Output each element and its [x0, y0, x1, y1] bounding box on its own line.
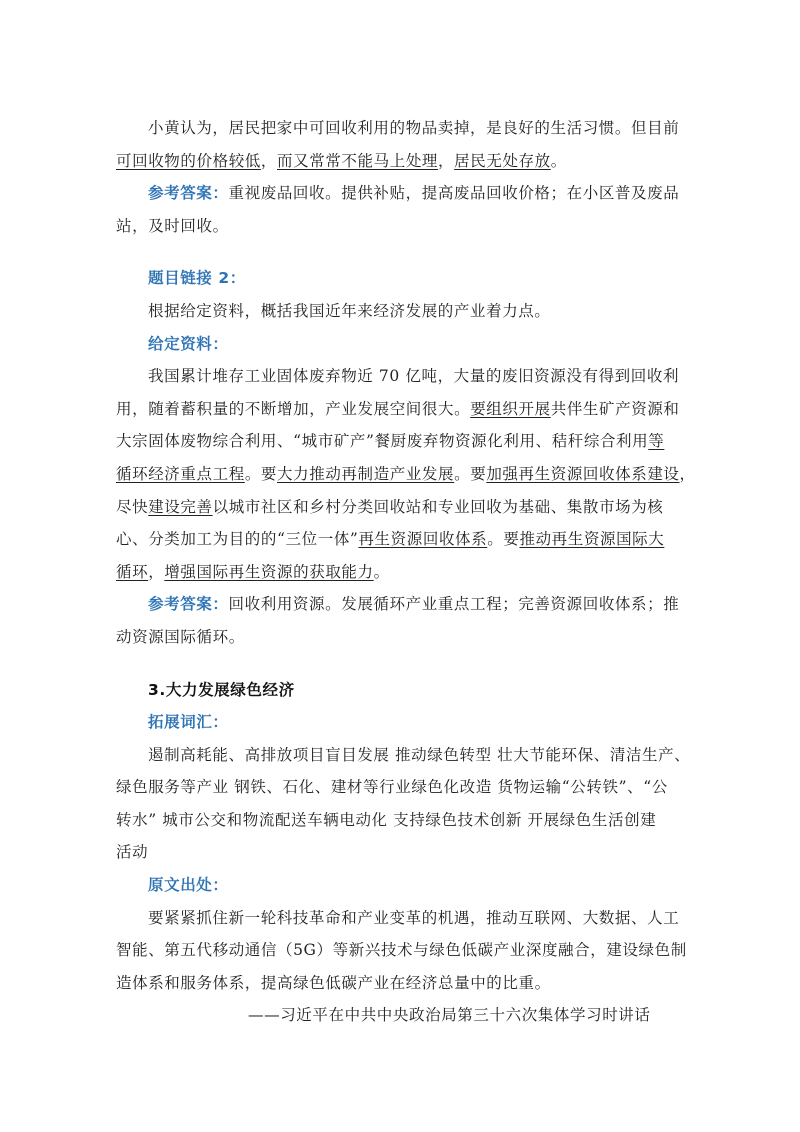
text: 心、分类加工为目的的“三位一体” [116, 530, 359, 549]
attribution: ——习近平在中共中央政治局第三十六次集体学习时讲话 [248, 1006, 651, 1025]
text: 。要 [487, 530, 520, 549]
attribution-line [116, 999, 696, 1032]
text: 。要 [244, 464, 278, 483]
answer-line [116, 621, 696, 654]
material-line [116, 556, 696, 589]
text: 遏制高耗能、高排放项目盲目发展 推动绿色转型 壮大节能环保、清洁生产、 [148, 745, 691, 764]
text: 造体系和服务体系，提高绿色低碳产业在经济总量中的比重。 [116, 973, 551, 992]
underlined-text: 推动再生资源国际大 [519, 530, 665, 549]
text: ， [148, 562, 165, 581]
paragraph-line [116, 112, 696, 145]
underlined-text: 居民无处存放 [454, 151, 551, 170]
text: 共伴生矿产资源和 [550, 399, 680, 418]
text: 我国累计堆存工业固体废弃物近 70 亿吨，大量的废旧资源没有得到回收利 [148, 367, 680, 386]
text: 回收利用资源。发展循环产业重点工程；完善资源回收体系；推 [228, 595, 680, 614]
question-line [116, 295, 696, 328]
underlined-text: 可回收物的价格较低 [116, 151, 261, 170]
paragraph-line [116, 145, 696, 178]
section-title-text: 3.大力发展绿色经济 [148, 680, 295, 699]
source-heading [116, 869, 696, 902]
underlined-text: 大力推动再制造产业发展 [277, 464, 455, 483]
text: 要紧紧抓住新一轮科技革命和产业变革的机遇，推动互联网、大数据、人工 [148, 908, 680, 927]
text: ， [679, 464, 696, 483]
question-link-label: 题目链接 2： [148, 269, 246, 288]
text: 重视废品回收。提供补贴，提高废品回收价格；在小区普及废品 [228, 184, 680, 203]
vocab-heading [116, 706, 696, 739]
text: 。 [550, 151, 567, 170]
answer-line [116, 177, 696, 210]
source-line [116, 967, 696, 1000]
text: 智能、第五代移动通信（5G）等新兴技术与绿色低碳产业深度融合，建设绿色制 [116, 941, 687, 960]
answer-line [116, 588, 696, 621]
text: 以城市社区和乡村分类回收站和专业回收为基础、集散市场为核 [212, 497, 664, 516]
material-label: 给定资料： [148, 334, 229, 353]
text: 绿色服务等产业 钢铁、石化、建材等行业绿色化改造 货物运输“公转铁”、“公 [116, 778, 668, 797]
spacer [116, 654, 696, 674]
material-line [116, 523, 696, 556]
text: 活动 [116, 843, 149, 862]
vocab-line [116, 771, 696, 804]
vocab-label: 拓展词汇： [148, 713, 229, 732]
source-label: 原文出处： [148, 876, 229, 895]
material-heading [116, 328, 696, 361]
answer-label: 参考答案： [148, 184, 229, 203]
underlined-text: 要组织开展 [470, 399, 551, 418]
vocab-line [116, 836, 696, 869]
document-page [116, 112, 696, 1032]
text: ， [260, 151, 278, 170]
source-line [116, 902, 696, 935]
text: 根据给定资料，概括我国近年来经济发展的产业着力点。 [148, 301, 551, 320]
material-line [116, 360, 696, 393]
answer-label: 参考答案： [148, 595, 229, 614]
text: 小黄认为，居民把家中可回收利用的物品卖掉，是良好的生活习惯。但目前 [148, 119, 680, 137]
question-link-heading [116, 262, 696, 295]
underlined-text: 加强再生资源回收体系建设 [486, 464, 680, 483]
text: 站，及时回收。 [116, 216, 229, 235]
spacer [116, 242, 696, 262]
text: 用，随着蓄积量的不断增加，产业发展空间很大。 [116, 399, 471, 418]
underlined-text: 循环经济重点工程 [116, 464, 245, 483]
text: 大宗固体废物综合利用、“城市矿产”餐厨废弃物资源化利用、秸秆综合利用 [116, 432, 649, 451]
material-line [116, 393, 696, 426]
source-line [116, 934, 696, 967]
material-line [116, 491, 696, 524]
underlined-text: 增强国际再生资源的获取能力 [164, 562, 374, 581]
material-line [116, 458, 696, 491]
text: 动资源国际循环。 [116, 627, 245, 646]
underlined-text: 循环 [116, 562, 149, 581]
text: 。要 [454, 464, 487, 483]
underlined-text: 再生资源回收体系 [358, 530, 488, 549]
vocab-line [116, 739, 696, 772]
text: 转水” 城市公交和物流配送车辆电动化 支持绿色技术创新 开展绿色生活创建 [116, 810, 657, 829]
material-line [116, 425, 696, 458]
text: ， [438, 151, 455, 170]
underlined-text: 建设完善 [148, 497, 213, 516]
text: 尽快 [116, 497, 149, 516]
underlined-text: 等 [648, 432, 665, 451]
underlined-text: 而又常常不能马上处理 [277, 151, 439, 170]
section-title [116, 674, 696, 707]
vocab-line [116, 804, 696, 837]
text: 。 [373, 562, 390, 581]
answer-line [116, 210, 696, 243]
